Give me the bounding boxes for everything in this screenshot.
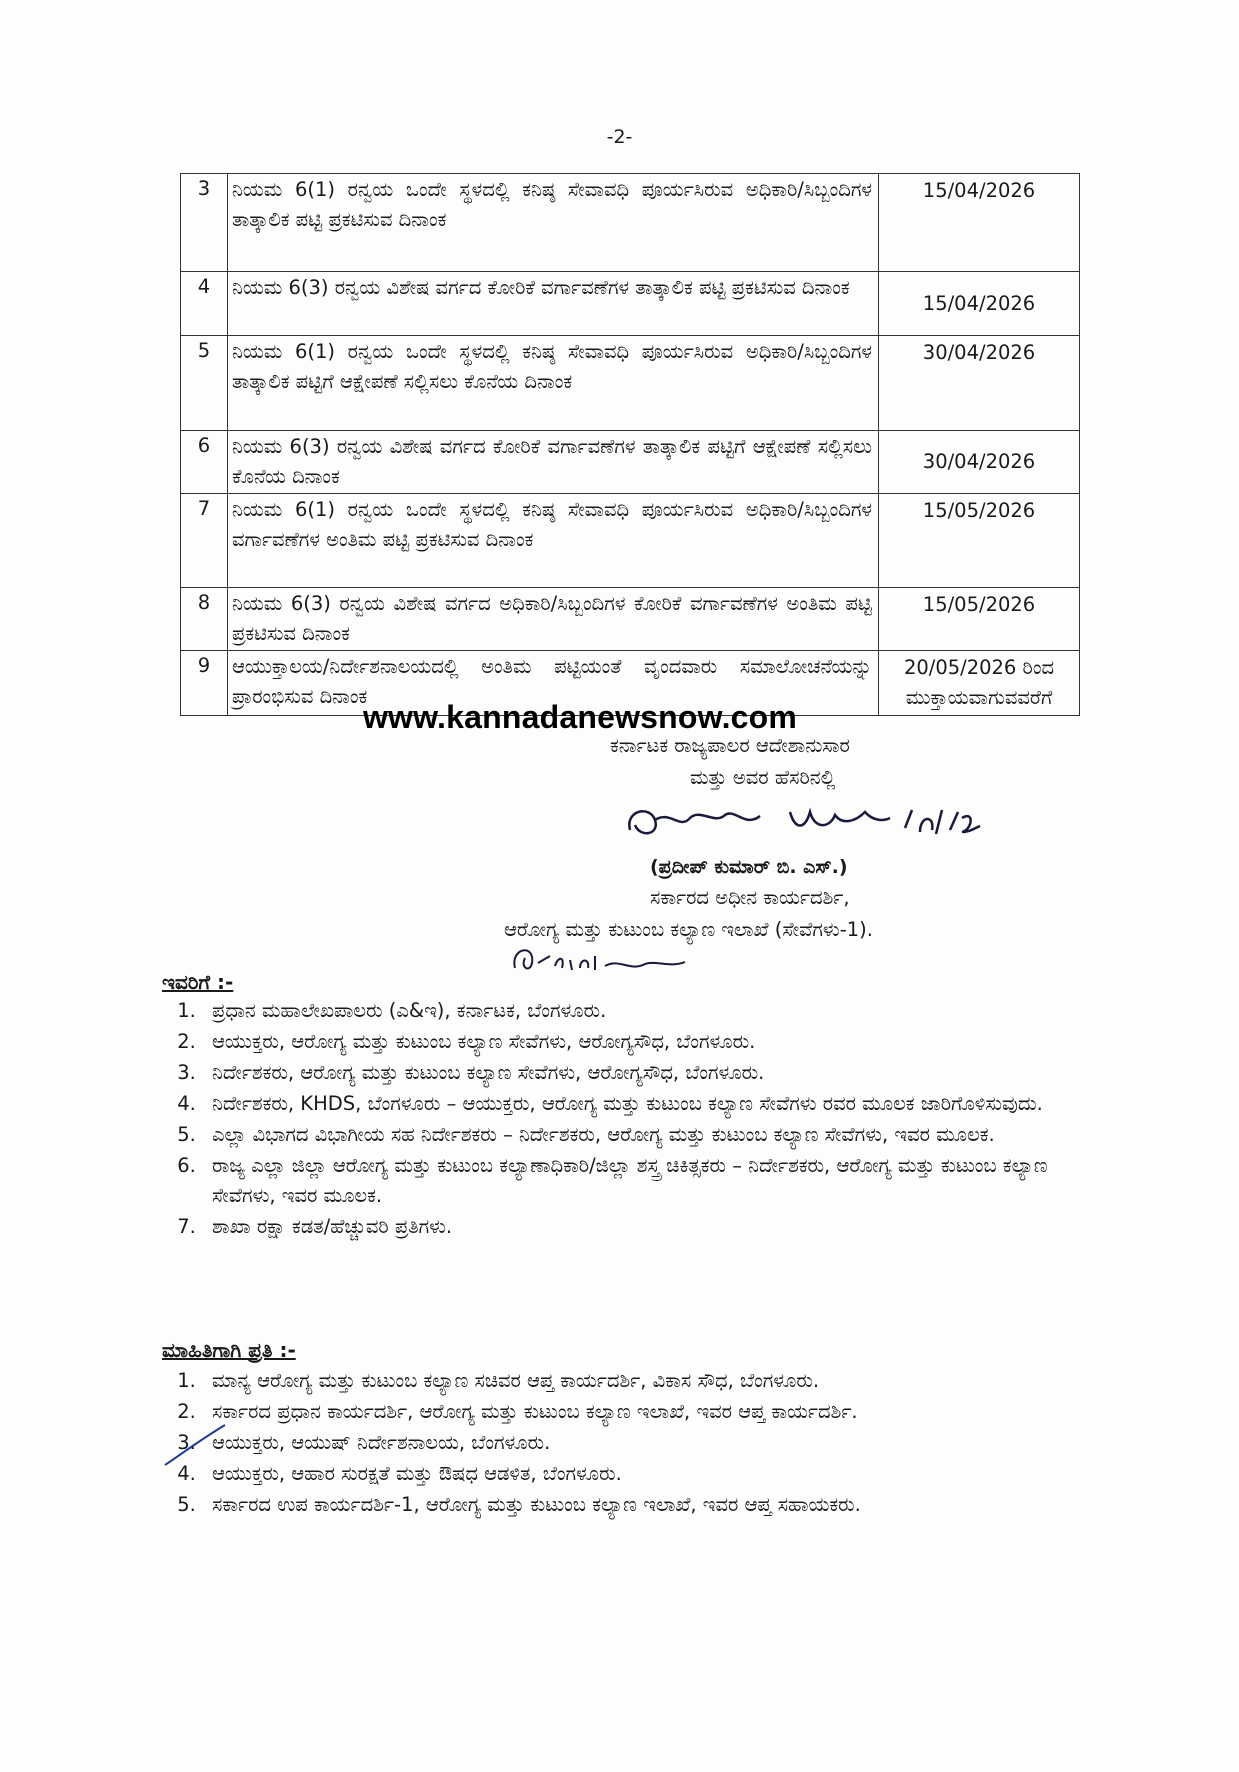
initials-mark (510, 938, 710, 978)
row-description: ನಿಯಮ 6(1) ರನ್ವಯ ಒಂದೇ ಸ್ಥಳದಲ್ಲಿ ಕನಿಷ್ಠ ಸೇವಾವಧಿ ಪೂರ್ಯಸಿರುವ ಅಧಿಕಾರಿ/ಸಿಬ್ಬಂದಿಗಳ ತಾತ್ಕಾಲಿಕ ಪಟ್ಟಿ ಪ್ರಕಟಿಸುವ ದಿನಾಂಕ (228, 174, 879, 272)
signatory-designation: ಸರ್ಕಾರದ ಅಧೀನ ಕಾರ್ಯದರ್ಶಿ, (650, 886, 850, 909)
table-row (181, 494, 1080, 588)
recipients-list (170, 996, 1082, 1243)
serial-number: 6 (181, 431, 228, 494)
row-description: ನಿಯಮ 6(3) ರನ್ವಯ ವಿಶೇಷ ವರ್ಗದ ಕೋರಿಕೆ ವರ್ಗಾವಣೆಗಳ ತಾತ್ಕಾಲಿಕ ಪಟ್ಟಿ ಪ್ರಕಟಿಸುವ ದಿನಾಂಕ (228, 272, 879, 336)
serial-number: 4 (181, 272, 228, 336)
row-description: ಆಯುಕ್ತಾಲಯ/ನಿರ್ದೇಶನಾಲಯದಲ್ಲಿ ಅಂತಿಮ ಪಟ್ಟಿಯಂತೆ ವೃಂದವಾರು ಸಮಾಲೋಚನೆಯನ್ನು ಪ್ರಾರಂಭಿಸುವ ದಿನಾಂಕ (228, 651, 879, 716)
list-item: 4. ನಿರ್ದೇಶಕರು, KHDS, ಬೆಂಗಳೂರು – ಆಯುಕ್ತರು, ಆರೋಗ್ಯ ಮತ್ತು ಕುಟುಂಬ ಕಲ್ಯಾಣ ಸೇವೆಗಳು ರವರ ಮೂಲಕ ಜಾರಿಗೊಳಿಸುವುದು. (202, 1089, 1082, 1119)
order-line-1: ಕರ್ನಾಟಕ ರಾಜ್ಯಪಾಲರ ಆದೇಶಾನುಸಾರ (610, 734, 850, 757)
serial-number: 7 (181, 494, 228, 588)
list-item: 3. ಆಯುಕ್ತರು, ಆಯುಷ್ ನಿರ್ದೇಶನಾಲಯ, ಬೆಂಗಳೂರು. (202, 1428, 1082, 1458)
serial-number: 9 (181, 651, 228, 716)
table-row (181, 272, 1080, 336)
order-line-2: ಮತ್ತು ಅವರ ಹೆಸರಿನಲ್ಲಿ (690, 766, 836, 789)
row-date: 15/04/2026 (879, 272, 1080, 336)
list-item: 2. ಆಯುಕ್ತರು, ಆರೋಗ್ಯ ಮತ್ತು ಕುಟುಂಬ ಕಲ್ಯಾಣ ಸೇವೆಗಳು, ಆರೋಗ್ಯಸೌಧ, ಬೆಂಗಳೂರು. (202, 1027, 1082, 1057)
row-date: 20/05/2026 ರಿಂದ ಮುಕ್ತಾಯವಾಗುವವರೆಗೆ (879, 651, 1080, 716)
list-item: 3. ನಿರ್ದೇಶಕರು, ಆರೋಗ್ಯ ಮತ್ತು ಕುಟುಂಬ ಕಲ್ಯಾಣ ಸೇವೆಗಳು, ಆರೋಗ್ಯಸೌಧ, ಬೆಂಗಳೂರು. (202, 1058, 1082, 1088)
list-item: 7. ಶಾಖಾ ರಕ್ಷಾ ಕಡತ/ಹೆಚ್ಚುವರಿ ಪ್ರತಿಗಳು. (202, 1212, 1082, 1242)
list-item: 5. ಸರ್ಕಾರದ ಉಪ ಕಾರ್ಯದರ್ಶಿ-1, ಆರೋಗ್ಯ ಮತ್ತು ಕುಟುಂಬ ಕಲ್ಯಾಣ ಇಲಾಖೆ, ಇವರ ಆಪ್ತ ಸಹಾಯಕರು. (202, 1490, 1082, 1520)
row-description: ನಿಯಮ 6(1) ರನ್ವಯ ಒಂದೇ ಸ್ಥಳದಲ್ಲಿ ಕನಿಷ್ಠ ಸೇವಾವಧಿ ಪೂರ್ಯಸಿರುವ ಅಧಿಕಾರಿ/ಸಿಬ್ಬಂದಿಗಳ ವರ್ಗಾವಣೆಗಳ ಅಂತಿಮ ಪಟ್ಟಿ ಪ್ರಕಟಿಸುವ ದಿನಾಂಕ (228, 494, 879, 588)
list-item: 2. ಸರ್ಕಾರದ ಪ್ರಧಾನ ಕಾರ್ಯದರ್ಶಿ, ಆರೋಗ್ಯ ಮತ್ತು ಕುಟುಂಬ ಕಲ್ಯಾಣ ಇಲಾಖೆ, ಇವರ ಆಪ್ತ ಕಾರ್ಯದರ್ಶಿ. (202, 1397, 1082, 1427)
list-item: 5. ಎಲ್ಲಾ ವಿಭಾಗದ ವಿಭಾಗೀಯ ಸಹ ನಿರ್ದೇಶಕರು – ನಿರ್ದೇಶಕರು, ಆರೋಗ್ಯ ಮತ್ತು ಕುಟುಂಬ ಕಲ್ಯಾಣ ಸೇವೆಗಳು, ಇವರ ಮೂಲಕ. (202, 1120, 1082, 1150)
list-item: 6. ರಾಜ್ಯ ಎಲ್ಲಾ ಜಿಲ್ಲಾ ಆರೋಗ್ಯ ಮತ್ತು ಕುಟುಂಬ ಕಲ್ಯಾಣಾಧಿಕಾರಿ/ಜಿಲ್ಲಾ ಶಸ್ತ್ರ ಚಿಕಿತ್ಸಕರು – ನಿರ್ದೇಶಕರು, ಆರೋಗ್ಯ ಮತ್ತು ಕುಟುಂಬ ಕಲ್ಯಾಣ ಸೇವೆಗಳು, ಇವರ ಮೂಲಕ. (202, 1151, 1082, 1211)
signature-image (620, 790, 1080, 850)
signatory-department: ಆರೋಗ್ಯ ಮತ್ತು ಕುಟುಂಬ ಕಲ್ಯಾಣ ಇಲಾಖೆ (ಸೇವೆಗಳು-1). (504, 918, 873, 941)
table-row (181, 336, 1080, 431)
tick-mark (160, 1420, 230, 1470)
table-row (181, 431, 1080, 494)
row-date: 15/05/2026 (879, 494, 1080, 588)
list-item: 4. ಆಯುಕ್ತರು, ಆಹಾರ ಸುರಕ್ಷತೆ ಮತ್ತು ಔಷಧ ಆಡಳಿತ, ಬೆಂಗಳೂರು. (202, 1459, 1082, 1489)
row-date: 30/04/2026 (879, 336, 1080, 431)
row-description: ನಿಯಮ 6(1) ರನ್ವಯ ಒಂದೇ ಸ್ಥಳದಲ್ಲಿ ಕನಿಷ್ಠ ಸೇವಾವಧಿ ಪೂರ್ಯಸಿರುವ ಅಧಿಕಾರಿ/ಸಿಬ್ಬಂದಿಗಳ ತಾತ್ಕಾಲಿಕ ಪಟ್ಟಿಗೆ ಆಕ್ಷೇಪಣೆ ಸಲ್ಲಿಸಲು ಕೊನೆಯ ದಿನಾಂಕ (228, 336, 879, 431)
serial-number: 5 (181, 336, 228, 431)
watermark-url: www.kannadanewsnow.com (362, 699, 798, 735)
row-date: 30/04/2026 (879, 431, 1080, 494)
info-copy-heading: ಮಾಹಿತಿಗಾಗಿ ಪ್ರತಿ :- (162, 1338, 296, 1362)
info-copy-list (170, 1366, 1082, 1521)
table-row (181, 174, 1080, 272)
signatory-name: (ಪ್ರದೀಪ್ ಕುಮಾರ್ ಬಿ. ಎಸ್.) (650, 856, 848, 878)
row-date: 15/04/2026 (879, 174, 1080, 272)
recipients-heading: ಇವರಿಗೆ :- (162, 970, 234, 994)
serial-number: 3 (181, 174, 228, 272)
list-item: 1. ಪ್ರಧಾನ ಮಹಾಲೇಖಪಾಲರು (ಎ&ಇ), ಕರ್ನಾಟಕ, ಬೆಂಗಳೂರು. (202, 996, 1082, 1026)
schedule-table (180, 173, 1080, 716)
serial-number: 8 (181, 588, 228, 651)
page-number: -2- (606, 126, 633, 148)
table-row (181, 588, 1080, 651)
list-item: 1. ಮಾನ್ಯ ಆರೋಗ್ಯ ಮತ್ತು ಕುಟುಂಬ ಕಲ್ಯಾಣ ಸಚಿವರ ಆಪ್ತ ಕಾರ್ಯದರ್ಶಿ, ವಿಕಾಸ ಸೌಧ, ಬೆಂಗಳೂರು. (202, 1366, 1082, 1396)
row-date: 15/05/2026 (879, 588, 1080, 651)
row-description: ನಿಯಮ 6(3) ರನ್ವಯ ವಿಶೇಷ ವರ್ಗದ ಕೋರಿಕೆ ವರ್ಗಾವಣೆಗಳ ತಾತ್ಕಾಲಿಕ ಪಟ್ಟಿಗೆ ಆಕ್ಷೇಪಣೆ ಸಲ್ಲಿಸಲು ಕೊನೆಯ ದಿನಾಂಕ (228, 431, 879, 494)
row-description: ನಿಯಮ 6(3) ರನ್ವಯ ವಿಶೇಷ ವರ್ಗದ ಅಧಿಕಾರಿ/ಸಿಬ್ಬಂದಿಗಳ ಕೋರಿಕೆ ವರ್ಗಾವಣೆಗಳ ಅಂತಿಮ ಪಟ್ಟಿ ಪ್ರಕಟಿಸುವ ದಿನಾಂಕ (228, 588, 879, 651)
